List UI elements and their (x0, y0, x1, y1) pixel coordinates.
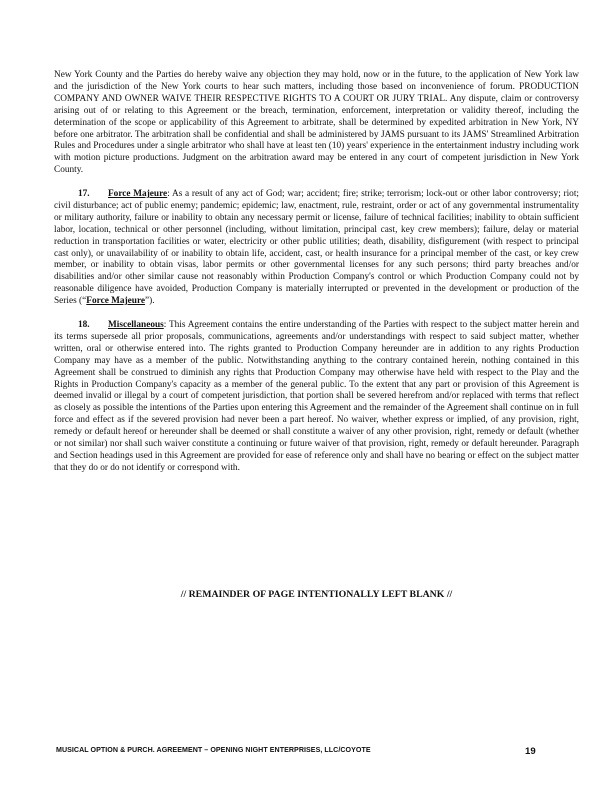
section-18-title: Miscellaneous (108, 320, 164, 330)
section-18-text: : This Agreement contains the entire understanding of the Parties with respect to the subject matter herein and its terms supersede all prior proposals, communications, agreements and/or understandings with respect to said subject matter, whether written, oral or otherwise entered into. The rights granted to Production Company hereunder are in addition to any rights Production Company may have as a member of the public. Notwithstanding anything to the contrary contained herein, nothing contained in this Agreement shall be construed to diminish any rights that Production Company may otherwise have held with respect to the Play and the Rights in Production Company's capacity as a member of the general public. To the extent that any part or provision of this Agreement is deemed invalid or illegal by a court of competent jurisdiction, that portion shall be severed herefrom and/or replaced with terms that reflect as closely as possible the intentions of the Parties upon entering this Agreement and the remainder of the Agreement shall continue on in full force and effect as if the severed provision had never been a part hereof. No waiver, whether express or implied, of any provision, right, remedy or default hereof or hereunder shall be deemed or shall constitute a waiver of any other provision, right, remedy or default (whether or not similar) nor shall such waiver constitute a continuing or future waiver of that provision, right, remedy or default hereunder. Paragraph and Section headings used in this Agreement are provided for ease of reference only and shall have no bearing or effect on the subject matter that they do or do not identify or correspond with. (54, 320, 579, 473)
section-18-number: 18. (78, 320, 90, 330)
section-17-defined-term: Force Majeure (86, 296, 146, 307)
continued-paragraph: New York County and the Parties do hereby waive any objection they may hold, now or in the future, to the application of New York law and the jurisdiction of the New York courts to hear such matters, including those based on inconvenience of forum. PRODUCTION COMPANY AND OWNER WAIVE THEIR RESPECTIVE RIGHTS TO A COURT OR JURY TRIAL. Any dispute, claim or controversy arising out of or relating to this Agreement or the breach, termination, enforcement, interpretation or validity thereof, including the determination of the scope or applicability of this Agreement to arbitrate, shall be determined by expedited arbitration in New York, NY before one arbitrator. The arbitration shall be confidential and shall be administered by JAMS pursuant to its JAMS' Streamlined Arbitration Rules and Procedures under a single arbitrator who shall have at least ten (10) years' experience in the entertainment industry including work with motion picture productions. Judgment on the arbitration award may be entered in any court of competent jurisdiction in New York County. (54, 70, 579, 176)
page-number: 19 (525, 746, 536, 757)
remainder-notice: // REMAINDER OF PAGE INTENTIONALLY LEFT BLANK // (180, 589, 453, 600)
section-18 (54, 320, 579, 475)
section-17-text: : As a result of any act of God; war; accident; fire; strike; terrorism; lock-out or other labor controversy; riot; civil disturbance; act of public enemy; pandemic; epidemic; law, enactment, rule, restraint, order or act of any governmental instrumentality or military authority, failure or inability to obtain any necessary permit or license, failure of technical facilities; inability to obtain sufficient labor, location, technical or other personnel (including, without limitation, principal cast, key crew members); failure, delay or material reduction in transportation facilities or water, electricity or other public utilities; death, disability, disfigurement (with respect to principal cast only), or unavailability of or inability to obtain life, accident, cast, or health insurance for a principal member of the cast, or key crew member, or inability to obtain visas, labor permits or other governmental licenses for any such persons; third party breaches and/or disabilities and/or other similar cause not reasonably within Production Company's control or which Production Company could not by reasonable diligence have avoided, Production Company is materially interrupted or prevented in the development or production of the Series (“ (54, 189, 579, 307)
section-17-title: Force Majeure (108, 189, 168, 200)
document-body (54, 70, 579, 487)
footer-title: MUSICAL OPTION & PURCH. AGREEMENT – OPENING NIGHT ENTERPRISES, LLC/COYOTE (56, 746, 371, 754)
section-17-number: 17. (78, 189, 90, 200)
section-17-text-end: ”). (145, 296, 155, 307)
section-17 (54, 189, 579, 308)
